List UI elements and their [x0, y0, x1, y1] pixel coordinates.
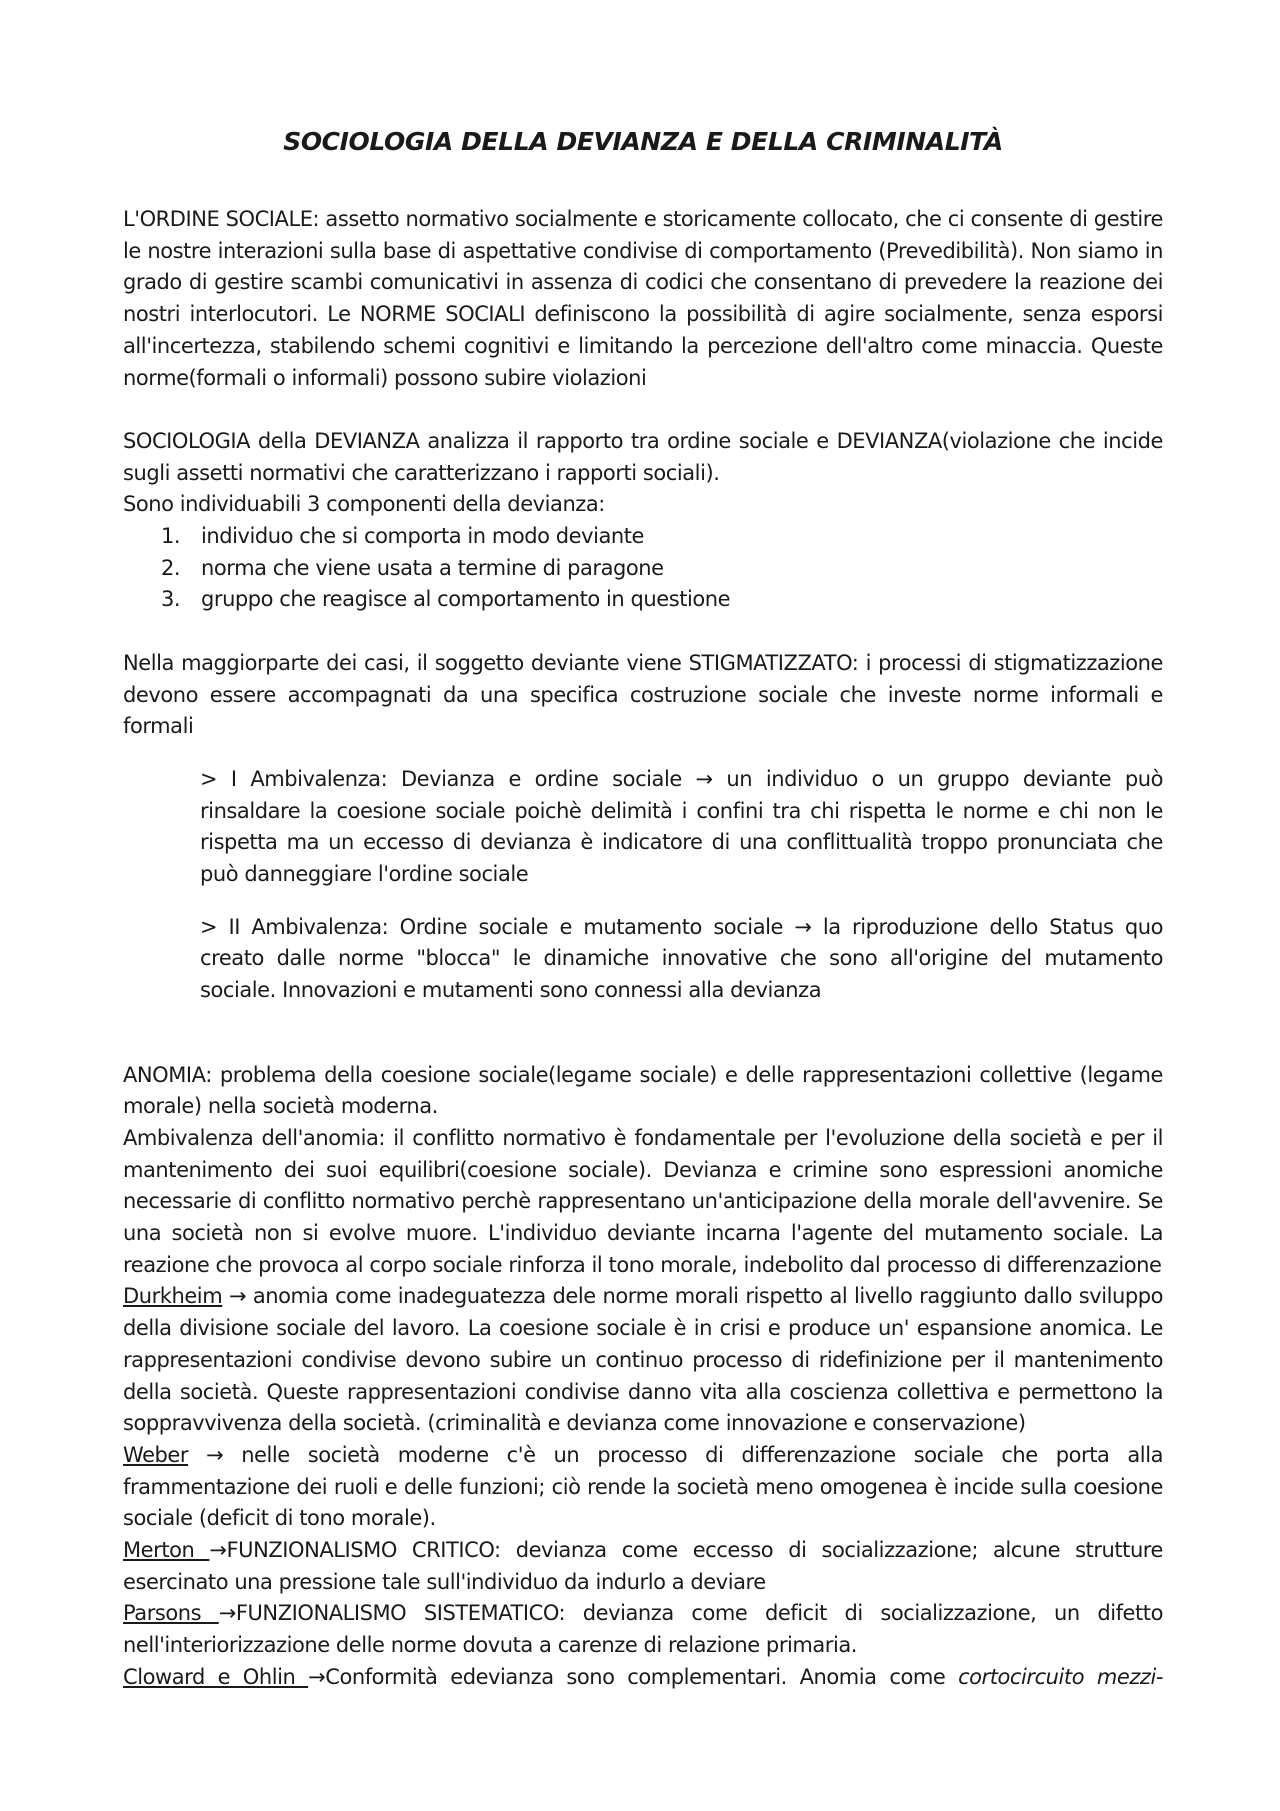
componenti-list — [123, 521, 1163, 616]
italic-text: cortocircuito mezzi- — [958, 1664, 1163, 1689]
author-text: → nelle società moderne c'è un processo di differenzazione sociale che porta alla frammentazione dei ruoli e delle funzioni; ciò rende la società meno omogenea è incide sulla coesione sociale (deficit di tono morale). — [123, 1442, 1163, 1531]
paragraph-weber — [123, 1440, 1163, 1535]
author-name-parsons: Parsons — [123, 1601, 219, 1626]
paragraph-durkheim — [123, 1281, 1163, 1440]
spacer — [123, 394, 1163, 426]
list-number: 1. — [161, 524, 181, 549]
list-item-text: individuo che si comporta in modo deviante — [201, 524, 644, 549]
list-item — [123, 584, 1163, 616]
paragraph-parsons — [123, 1598, 1163, 1661]
paragraph-ambivalenza-1: > I Ambivalenza: Devianza e ordine sociale → un individuo o un gruppo deviante può rinsaldare la coesione sociale poichè delimità i confini tra chi rispetta le norme e chi non le rispetta ma un eccesso di devianza è indicatore di una conflittualità troppo pronunciata che può danneggiare l'ordine sociale — [200, 766, 1163, 887]
document-page — [123, 122, 1163, 1694]
paragraph-anomia: ANOMIA: problema della coesione sociale(legame sociale) e delle rappresentazioni collettive (legame morale) nella società moderna. — [123, 1062, 1163, 1119]
list-item — [123, 521, 1163, 553]
author-text: →Conformità edevianza sono complementari. Anomia come — [308, 1664, 959, 1689]
list-item-text: norma che viene usata a termine di paragone — [201, 555, 664, 580]
spacer — [123, 1028, 1163, 1060]
paragraph-sociologia-devianza: SOCIOLOGIA della DEVIANZA analizza il rapporto tra ordine sociale e DEVIANZA(violazione che incide sugli assetti normativi che caratterizzano i rapporti sociali). — [123, 428, 1163, 485]
list-number: 2. — [161, 555, 181, 580]
list-item — [123, 553, 1163, 585]
author-text: →FUNZIONALISMO SISTEMATICO: devianza come deficit di socializzazione, un difetto nell'interiorizzazione delle norme dovuta a carenze di relazione primaria. — [123, 1601, 1163, 1658]
paragraph-merton — [123, 1535, 1163, 1598]
author-text: →FUNZIONALISMO CRITICO: devianza come eccesso di socializzazione; alcune strutture esercinato una pressione tale sull'individuo da indurlo a deviare — [123, 1538, 1164, 1594]
list-number: 3. — [161, 587, 181, 612]
paragraph-stigmatizzato: Nella maggiorparte dei casi, il soggetto deviante viene STIGMATIZZATO: i processi di stigmatizzazione devono essere accompagnati da una specifica costruzione sociale che investe norme informali e formali — [123, 650, 1163, 739]
list-item-text: gruppo che reagisce al comportamento in questione — [201, 587, 731, 612]
spacer — [123, 616, 1163, 648]
document-title: SOCIOLOGIA DELLA DEVIANZA E DELLA CRIMINALITÀ — [283, 127, 1003, 156]
paragraph-ordine-sociale: L'ORDINE SOCIALE: assetto normativo socialmente e storicamente collocato, che ci consente di gestire le nostre interazioni sulla base di aspettative condivise di comportamento (Prevedibilità). Non siamo in grado di gestire scambi comunicativi in assenza di codici che consentano di prevedere la reazione dei nostri interlocutori. Le NORME SOCIALI definiscono la possibilità di agire socialmente, senza esporsi all'incertezza, stabilendo schemi cognitivi e limitando la percezione dell'altro come minaccia. Queste norme(formali o informali) possono subire violazioni — [123, 207, 1163, 390]
paragraph-cloward-ohlin — [123, 1662, 1163, 1694]
author-name-durkheim: Durkheim — [123, 1284, 223, 1309]
author-name-weber: Weber — [123, 1442, 189, 1467]
paragraph-ambivalenza-2: > II Ambivalenza: Ordine sociale e mutamento sociale → la riproduzione dello Status quo creato dalle norme "blocca" le dinamiche innovative che sono all'origine del mutamento sociale. Innovazioni e mutamenti sono connessi alla devianza — [200, 914, 1163, 1003]
author-name-cloward-ohlin: Cloward e Ohlin — [123, 1664, 309, 1689]
paragraph-ambivalenza-anomia: Ambivalenza dell'anomia: il conflitto normativo è fondamentale per l'evoluzione della società e per il mantenimento dei suoi equilibri(coesione sociale). Devianza e crimine sono espressioni anomiche necessarie di conflitto normativo perchè rappresentano un'anticipazione della morale dell'avvenire. Se una società non si evolve muore. L'individuo deviante incarna l'agente del mutamento sociale. La reazione che provoca al corpo sociale rinforza il tono morale, indebolito dal processo di differenzazione — [123, 1125, 1163, 1277]
author-text: → anomia come inadeguatezza dele norme morali rispetto al livello raggiunto dallo sviluppo della divisione sociale del lavoro. La coesione sociale è in crisi e produce un' espansione anomica. Le rappresentazioni condivise devono subire un continuo processo di ridefinizione per il mantenimento della società. Queste rappresentazioni condivise danno vita alla coscienza collettiva e permettono la soppravvivenza della società. (criminalità e devianza come innovazione e conservazione) — [123, 1284, 1163, 1436]
componenti-intro: Sono individuabili 3 componenti della devianza: — [123, 492, 605, 517]
author-name-merton: Merton — [123, 1538, 210, 1563]
